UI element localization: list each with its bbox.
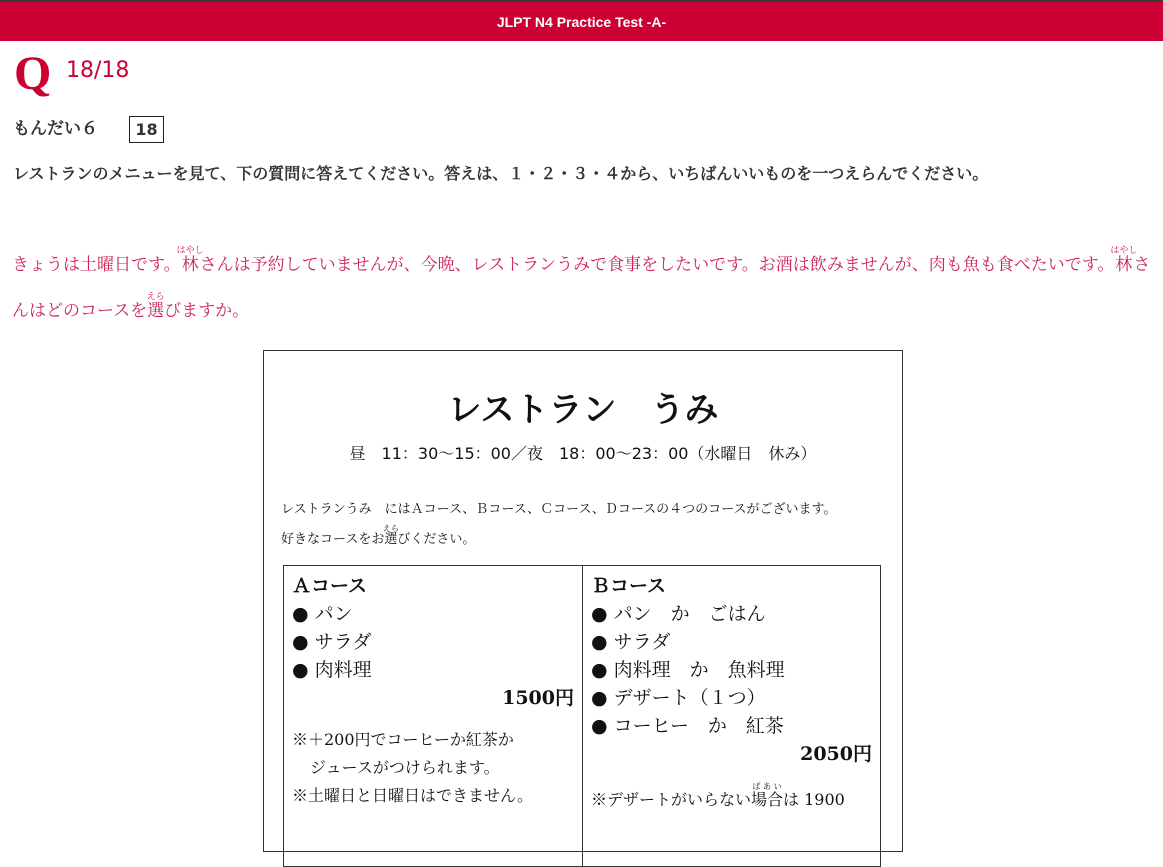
course-b-item: ● パン か ごはん: [591, 603, 766, 625]
test-header-bar: [0, 2, 1163, 41]
course-a-item: ● パン: [292, 603, 353, 625]
question-q-mark: Q: [14, 47, 52, 100]
scenario-text-4: びますか。: [164, 301, 250, 321]
menu-intro: [281, 496, 891, 554]
course-b-name: Ｂコース: [591, 575, 667, 597]
course-b-item: ● 肉料理 か 魚料理: [591, 659, 785, 681]
course-b-item: ● コーヒー か 紅茶: [591, 715, 784, 737]
menu-intro-line-2: 好きなコースをお選えらびください。: [281, 524, 476, 547]
course-b-column: [582, 566, 880, 866]
course-a-note-1b: ジュースがつけられます。: [310, 758, 500, 777]
test-title: JLPT N4 Practice Test -A-: [496, 14, 667, 30]
course-a-note-1: ※＋200円でコーヒーか紅茶か: [292, 730, 514, 749]
menu-title: レストラン うみ: [447, 390, 719, 430]
course-b-item: ● サラダ: [591, 631, 671, 653]
course-b-price: 2050円: [800, 743, 872, 765]
scenario-text-3: さんはどのコースを: [12, 255, 1151, 321]
course-a-note-2: ※土曜日と日曜日はできません。: [292, 786, 533, 805]
restaurant-menu-image: [263, 350, 903, 852]
course-b-note: ※デザートがいらない場合ばあいは 1900: [591, 782, 845, 809]
question-counter: 18/18: [66, 58, 130, 83]
menu-hours: 昼 11：30～15：00／夜 18：00～23：00（水曜日 休み）: [349, 444, 817, 463]
scenario-text-2: さんは予約していませんが、今晩、レストランうみで食事をしたいです。お酒は飲みませんが、肉も魚も食べたいです。: [199, 255, 1115, 275]
menu-intro-line-1: レストランうみ にはＡコース、Ｂコース、Ｃコース、Ｄコースの４つのコースがございます。: [281, 502, 837, 517]
course-a-price: 1500円: [502, 687, 574, 709]
course-b-item: ● デザート（１つ）: [591, 687, 766, 709]
furigana-hayashi-1: 林はやし: [176, 246, 204, 275]
course-a-item: ● サラダ: [292, 631, 372, 653]
course-a-column: [284, 566, 582, 866]
course-a-name: Ａコース: [292, 575, 368, 597]
question-number-box: 18: [129, 116, 164, 143]
course-table: [283, 565, 881, 867]
mondai-label: もんだい６: [13, 119, 98, 139]
scenario-text-1: きょうは土曜日です。: [12, 255, 181, 275]
furigana-hayashi-2: 林はやし: [1110, 246, 1138, 275]
question-scenario: [12, 242, 1152, 334]
course-a-item: ● 肉料理: [292, 659, 372, 681]
furigana-erabu: 選えら: [146, 292, 165, 321]
question-instruction: レストランのメニューを見て、下の質問に答えてください。答えは、１・２・３・４から、いちばんいいものを一つえらんでください。: [13, 164, 989, 183]
